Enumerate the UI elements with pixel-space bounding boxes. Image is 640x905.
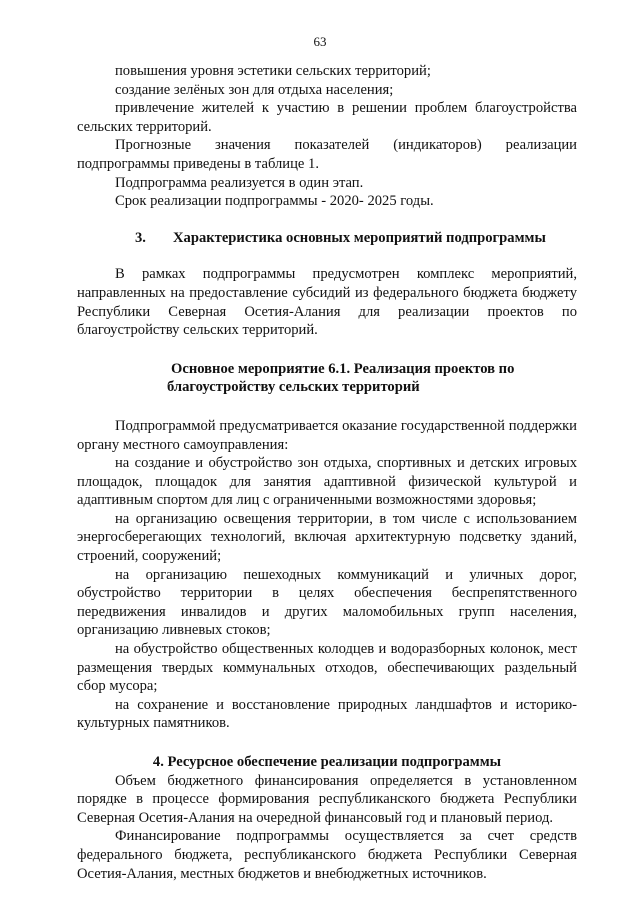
measure-title-line2: благоустройству сельских территорий xyxy=(167,379,420,396)
list-item: на сохранение и восстановление природных ландшафтов и историко-культурных памятников. xyxy=(77,696,577,732)
page-number: 63 xyxy=(313,34,327,49)
paragraph: Финансирование подпрограммы осуществляется за счет средств федерального бюджета, республиканского бюджета Республики Северная Осетия-Алания, местных бюджетов и внебюджетных источников. xyxy=(77,828,577,882)
paragraph: Срок реализации подпрограммы - 2020- 2025 годы. xyxy=(115,193,434,210)
list-item: повышения уровня эстетики сельских территорий; xyxy=(115,63,431,79)
measure-title-line1: Основное мероприятие 6.1. Реализация проектов по xyxy=(171,360,515,377)
paragraph: В рамках подпрограммы предусмотрен комплекс мероприятий, направленных на предоставление субсидий из федерального бюджета бюджету Республики Северная Осетия-Алания для реализации проектов по благоустройству сельских территорий. xyxy=(77,266,577,339)
list-item: создание зелёных зон для отдыха населения; xyxy=(115,81,394,98)
paragraph: Подпрограмма реализуется в один этап. xyxy=(115,174,364,191)
section-3-title: Характеристика основных мероприятий подпрограммы xyxy=(173,229,546,246)
section-3-heading xyxy=(77,229,577,248)
section-4-heading: 4. Ресурсное обеспечение реализации подпрограммы xyxy=(152,754,502,770)
section-3-number: 3. xyxy=(135,229,146,246)
paragraph: Подпрограммой предусматривается оказание государственной поддержки органу местного самоуправления: xyxy=(77,417,577,453)
list-item: на организацию пешеходных коммуникаций и уличных дорог, обустройство территории в целях обеспечения беспрепятственного передвижения инвалидов и других маломобильных групп населения, организацию ливневых стоков; xyxy=(77,566,577,639)
paragraph: Прогнозные значения показателей (индикаторов) реализации подпрограммы приведены в таблице 1. xyxy=(77,137,577,172)
list-item: привлечение жителей к участию в решении проблем благоустройства сельских территорий. xyxy=(77,100,577,135)
document-body xyxy=(77,62,577,883)
list-item: на организацию освещения территории, в том числе с использованием энергосберегающих технологий, включая архитектурную подсветку зданий, строений, сооружений; xyxy=(77,510,577,565)
list-item: на создание и обустройство зон отдыха, спортивных и детских игровых площадок, площадок для занятия адаптивной физической культурой и адаптивным спортом для лиц с ограниченными возможностями здоровья; xyxy=(77,455,577,509)
measure-heading xyxy=(77,360,577,397)
list-item: на обустройство общественных колодцев и водоразборных колонок, мест размещения твердых коммунальных отходов, обеспечивающих раздельный сбор мусора; xyxy=(77,641,577,695)
paragraph: Объем бюджетного финансирования определяется в установленном порядке в процессе формирования республиканского бюджета Республики Северная Осетия-Алания на очередной финансовый год и плановый период. xyxy=(77,772,577,826)
